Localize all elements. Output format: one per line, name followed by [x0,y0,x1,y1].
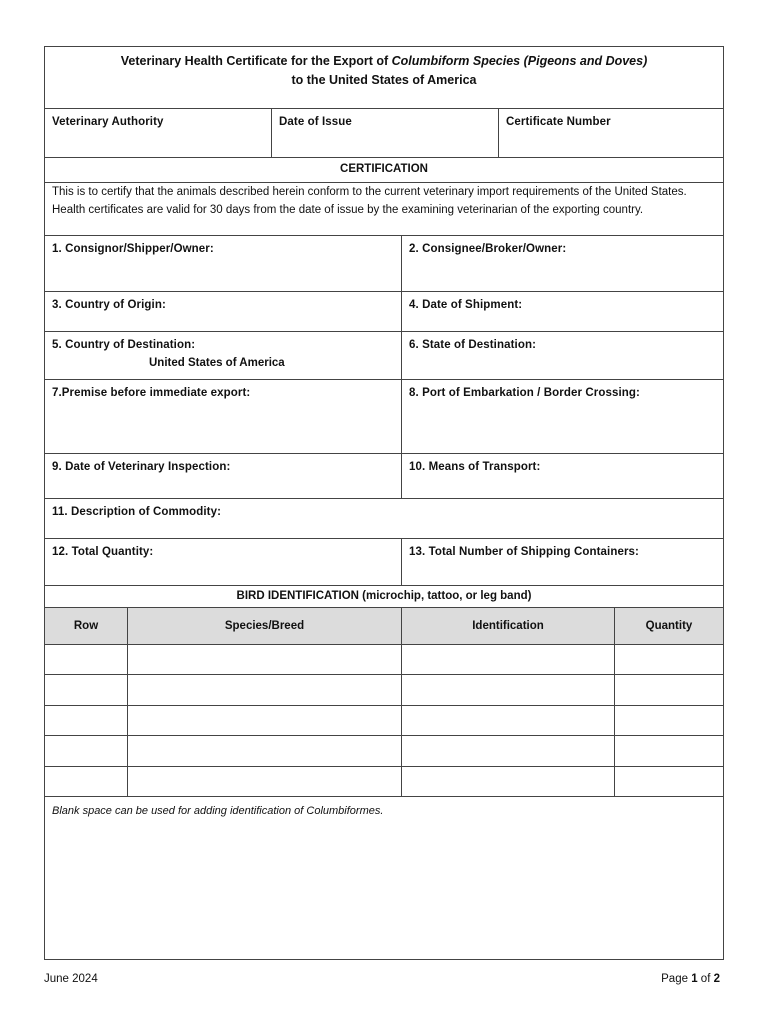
date-of-issue-field[interactable] [271,109,498,157]
column-header-row: Row [45,608,127,644]
vet-authority-label: Veterinary Authority [52,116,164,128]
divider [45,182,723,183]
column-header-identification: Identification [401,608,614,644]
row-cell[interactable] [45,706,127,735]
certification-heading: CERTIFICATION [340,163,428,175]
quantity-cell[interactable] [614,706,723,735]
bird-id-heading-row [45,586,723,608]
shipping-containers-field[interactable] [401,539,723,585]
shipping-containers-label: 13. Total Number of Shipping Containers: [409,546,639,558]
fields-row-1-2 [45,235,723,292]
quantity-cell[interactable] [614,767,723,796]
consignor-field[interactable] [45,236,401,291]
fields-row-3-4 [45,292,723,332]
table-row [45,767,723,797]
quantity-cell[interactable] [614,736,723,765]
inspection-date-label: 9. Date of Veterinary Inspection: [52,461,231,473]
page-current: 1 [691,973,698,985]
country-of-origin-label: 3. Country of Origin: [52,299,166,311]
means-of-transport-field[interactable] [401,454,723,498]
certificate-form [44,46,724,960]
row-cell[interactable] [45,736,127,765]
table-row [45,645,723,675]
quantity-cell[interactable] [614,675,723,704]
total-quantity-label: 12. Total Quantity: [52,546,154,558]
country-of-destination-label: 5. Country of Destination: [52,339,196,351]
consignee-field[interactable] [401,236,723,291]
footer-date: June 2024 [44,973,98,985]
title-section [45,47,723,109]
date-of-shipment-field[interactable] [401,292,723,331]
fields-row-9-10 [45,454,723,499]
page-number: Page 1 of 2 [661,973,720,985]
fields-row-11 [45,499,723,539]
commodity-description-field[interactable] [45,499,723,538]
fields-row-7-8 [45,380,723,454]
table-row [45,736,723,766]
state-of-destination-field[interactable] [401,332,723,379]
fields-row-12-13 [45,539,723,586]
total-quantity-field[interactable] [45,539,401,585]
row-cell[interactable] [45,675,127,704]
species-cell[interactable] [127,706,401,735]
date-of-shipment-label: 4. Date of Shipment: [409,299,523,311]
date-of-issue-label: Date of Issue [279,116,352,128]
vet-authority-field[interactable] [45,109,271,157]
certificate-number-field[interactable] [498,109,723,157]
species-cell[interactable] [127,767,401,796]
premise-label: 7.Premise before immediate export: [52,387,251,399]
port-of-embarkation-label: 8. Port of Embarkation / Border Crossing: [409,387,640,399]
column-header-quantity: Quantity [614,608,723,644]
consignor-label: 1. Consignor/Shipper/Owner: [52,243,214,255]
identification-cell[interactable] [401,767,614,796]
means-of-transport-label: 10. Means of Transport: [409,461,541,473]
table-row [45,706,723,736]
form-title-italic: Columbiform Species (Pigeons and Doves) [391,54,648,68]
blank-space-note: Blank space can be used for adding identification of Columbiformes. [52,805,384,817]
species-cell[interactable] [127,675,401,704]
row-cell[interactable] [45,645,127,674]
page-total: 2 [713,973,720,985]
country-of-destination-field[interactable] [45,332,401,379]
identification-cell[interactable] [401,675,614,704]
header-fields-row [45,109,723,158]
form-title-line2: to the United States of America [291,73,477,87]
certificate-number-label: Certificate Number [506,116,611,128]
identification-cell[interactable] [401,645,614,674]
certification-section [45,158,723,236]
column-header-species: Species/Breed [127,608,401,644]
inspection-date-field[interactable] [45,454,401,498]
blank-space-area[interactable] [45,797,723,959]
certification-text: This is to certify that the animals described herein conform to the current veterinary import requirements of the United States. Health certificates are valid for 30 days from the date of issue by the examining veterinarian of the exporting country. [52,186,687,216]
quantity-cell[interactable] [614,645,723,674]
country-of-destination-value: United States of America [149,357,285,369]
commodity-description-label: 11. Description of Commodity: [52,506,222,518]
identification-cell[interactable] [401,736,614,765]
species-cell[interactable] [127,645,401,674]
form-title-line1: Veterinary Health Certificate for the Export of Columbiform Species (Pigeons and Doves) [120,54,648,68]
identification-cell[interactable] [401,706,614,735]
country-of-origin-field[interactable] [45,292,401,331]
row-cell[interactable] [45,767,127,796]
premise-field[interactable] [45,380,401,453]
port-of-embarkation-field[interactable] [401,380,723,453]
consignee-label: 2. Consignee/Broker/Owner: [409,243,567,255]
state-of-destination-label: 6. State of Destination: [409,339,536,351]
species-cell[interactable] [127,736,401,765]
fields-row-5-6 [45,332,723,380]
bird-id-heading: BIRD IDENTIFICATION (microchip, tattoo, or leg band) [236,590,532,602]
table-row [45,675,723,705]
bird-table-header [45,608,723,645]
